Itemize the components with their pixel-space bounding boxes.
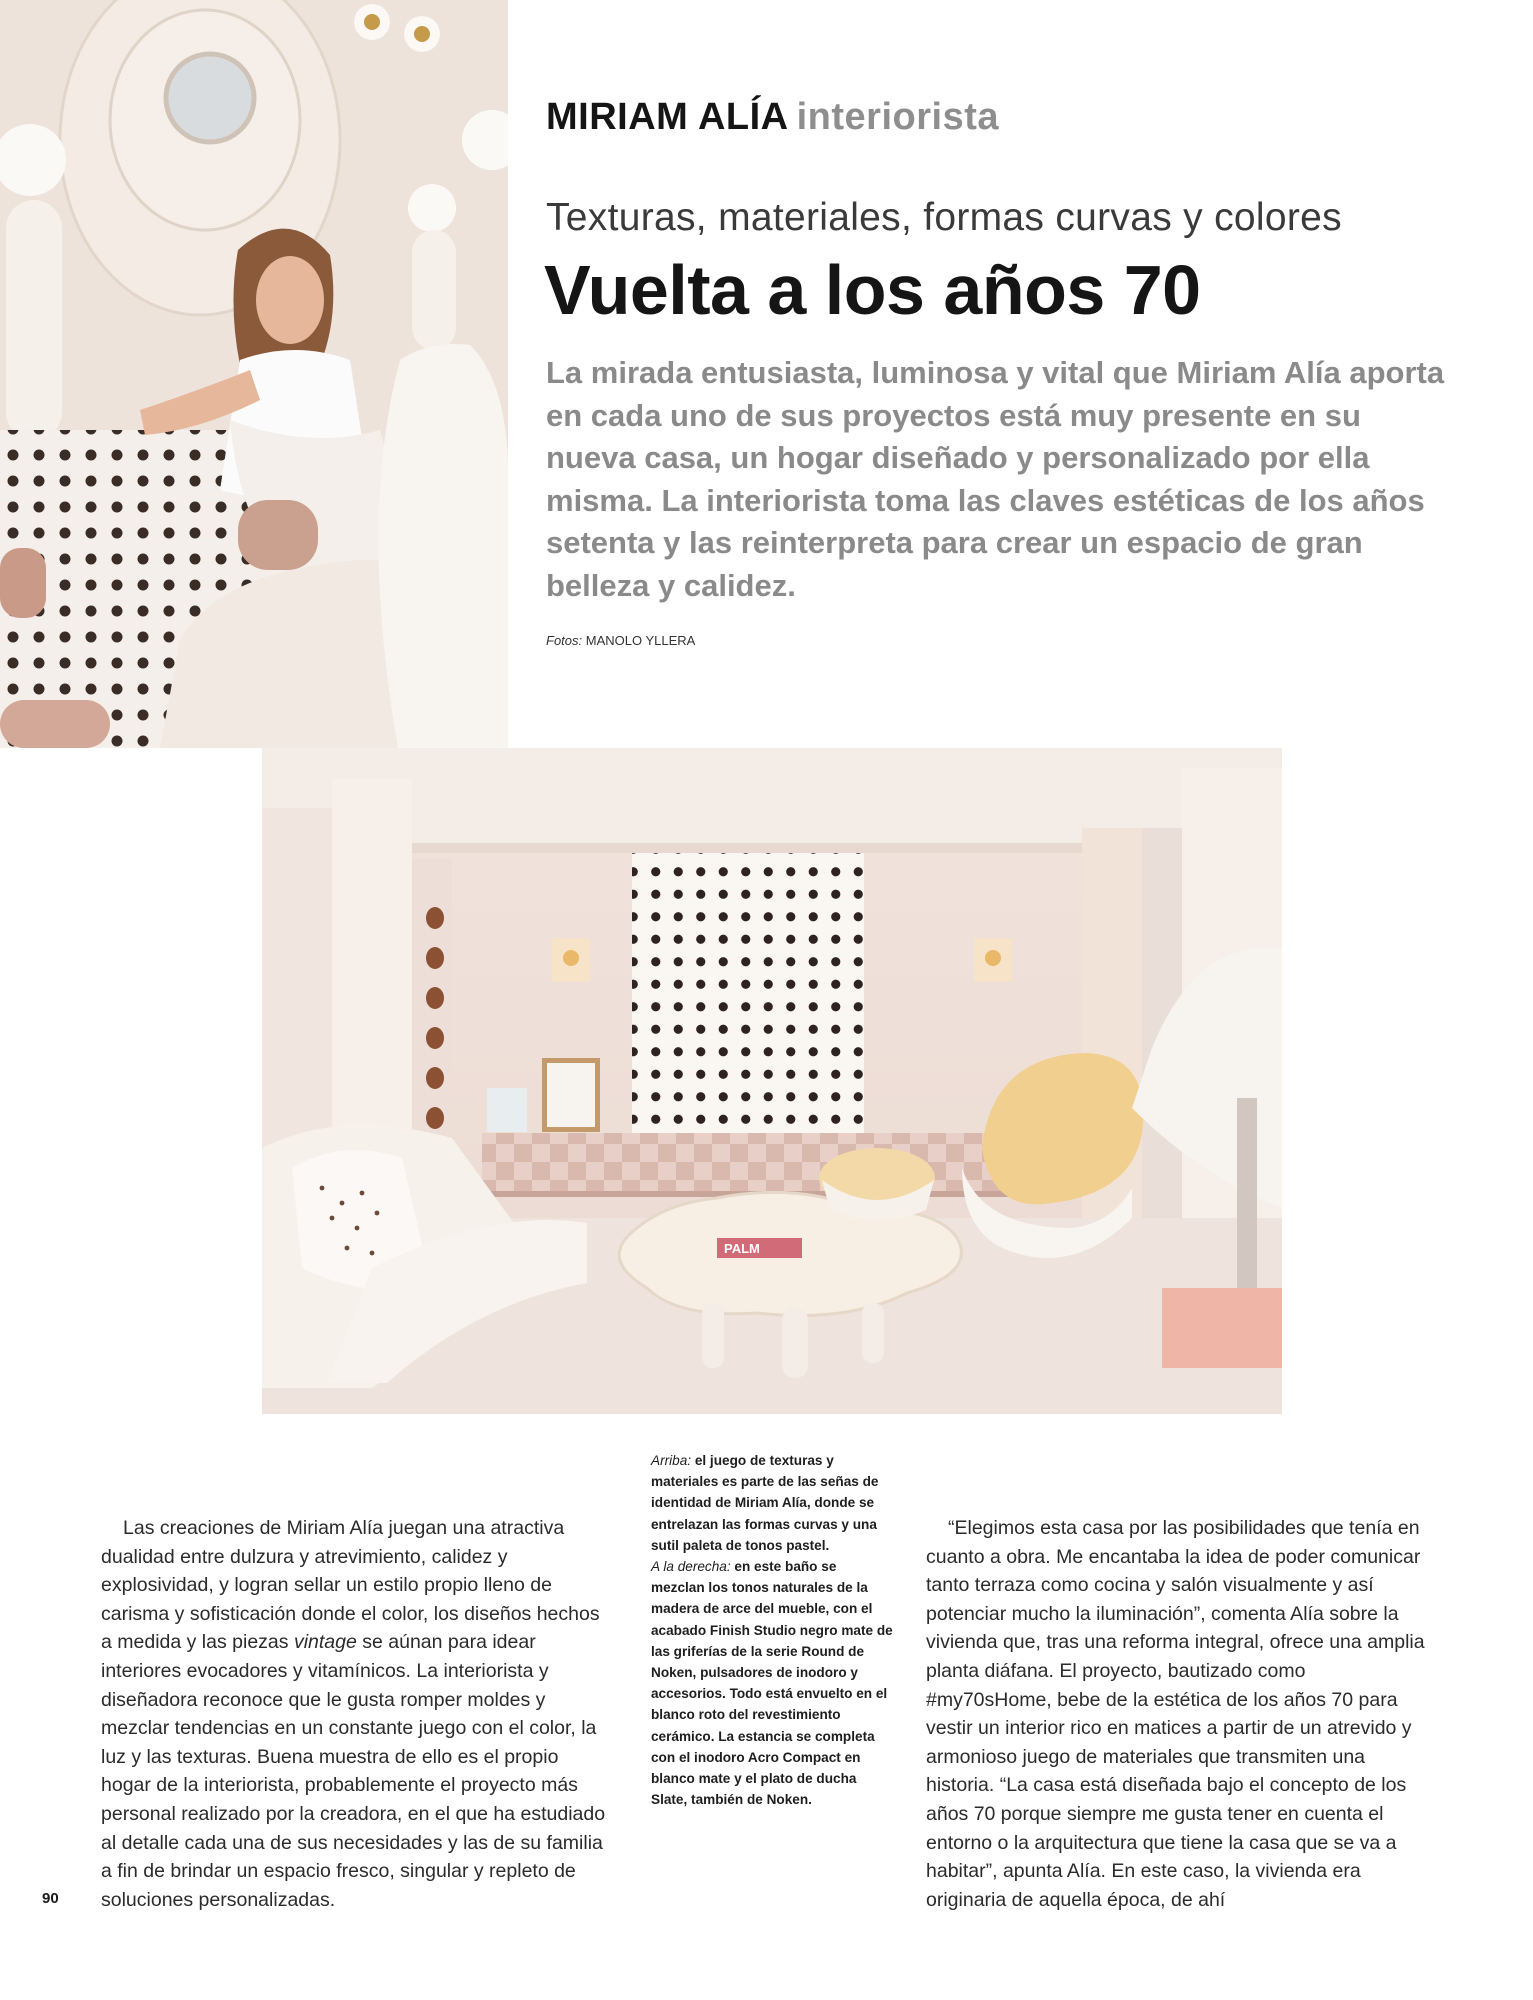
caption-text-right: en este baño se mezclan los tonos naturales de la madera de arce del mueble, con el acabado Finish Studio negro mate de las griferías de la serie Round de Noken, pulsadores de inodoro y accesorios. Todo está envuelto en el blanco roto del revestimiento cerámico. La estancia se completa con el inodoro Acro Compact en blanco mate y el plato de ducha Slate, también de Noken. (651, 1559, 893, 1808)
photo-caption (651, 1450, 893, 1810)
body-left-text-a: Las creaciones de Miriam Alía juegan una atractiva dualidad entre dulzura y atrevimiento, calidez y explosividad, y logran sellar un estilo propio lleno de carisma y sofisticación donde el color, los diseños hechos a medida y las piezas (101, 1517, 600, 1654)
body-column-right (926, 1514, 1436, 1914)
photo-credit-label: Fotos: (546, 633, 583, 648)
body-left-text-b: se aúnan para idear interiores evocadores y vitamínicos. La interiorista y diseñadora reconoce que le gusta romper moldes y mezclar tendencias en un constante juego con el color, la luz y las texturas. Buena muestra de ello es el propio hogar de la interiorista, probablemente el proyecto más personal realizado por la creadora, en el que ha estudiado al detalle cada una de sus necesidades y las de su familia a fin de brindar un espacio fresco, singular y repleto de soluciones personalizadas. (101, 1631, 606, 1911)
photo-credit (546, 633, 695, 648)
body-left-emphasis: vintage (293, 1631, 357, 1654)
caption-text-top: el juego de texturas y materiales es parte de las señas de identidad de Miriam Alía, donde se entrelazan las formas curvas y una sutil paleta de tonos pastel. (651, 1453, 879, 1553)
caption-label-right: A la derecha: (651, 1559, 731, 1575)
page-number: 90 (42, 1890, 59, 1907)
body-column-left (101, 1514, 611, 1914)
designer-name: MIRIAM ALÍA (546, 96, 789, 138)
living-room-photo (262, 748, 1282, 1414)
section-title (546, 96, 999, 139)
kicker: Texturas, materiales, formas curvas y colores (546, 196, 1342, 239)
designer-role: interiorista (796, 96, 1000, 138)
portrait-photo (0, 0, 508, 748)
headline: Vuelta a los años 70 (544, 251, 1201, 329)
photo-credit-name: MANOLO YLLERA (585, 633, 696, 648)
caption-label-top: Arriba: (651, 1453, 692, 1468)
book-cover-text: PALM (724, 1241, 760, 1256)
body-right-text: “Elegimos esta casa por las posibilidades que tenía en cuanto a obra. Me encantaba la idea de poder comunicar tanto terraza como cocina y salón visualmente y así potenciar mucho la iluminación”, comenta Alía sobre la vivienda que, tras una reforma integral, ofrece una amplia planta diáfana. El proyecto, bautizado como #my70sHome, bebe de la estética de los años 70 para vestir un interior rico en matices a partir de un atrevido y armonioso juego de materiales que transmiten una historia. “La casa está diseñada bajo el concepto de los años 70 porque siempre me gusta tener en cuenta el entorno o la arquitectura que tiene la casa que se va a habitar”, apunta Alía. En este caso, la vivienda era originaria de aquella época, de ahí (926, 1517, 1425, 1911)
lede-paragraph: La mirada entusiasta, luminosa y vital que Miriam Alía aporta en cada uno de sus proyectos está muy presente en su nueva casa, un hogar diseñado y personalizado por ella misma. La interiorista toma las claves estéticas de los años setenta y las reinterpreta para crear un espacio de gran belleza y calidez. (546, 355, 1445, 603)
